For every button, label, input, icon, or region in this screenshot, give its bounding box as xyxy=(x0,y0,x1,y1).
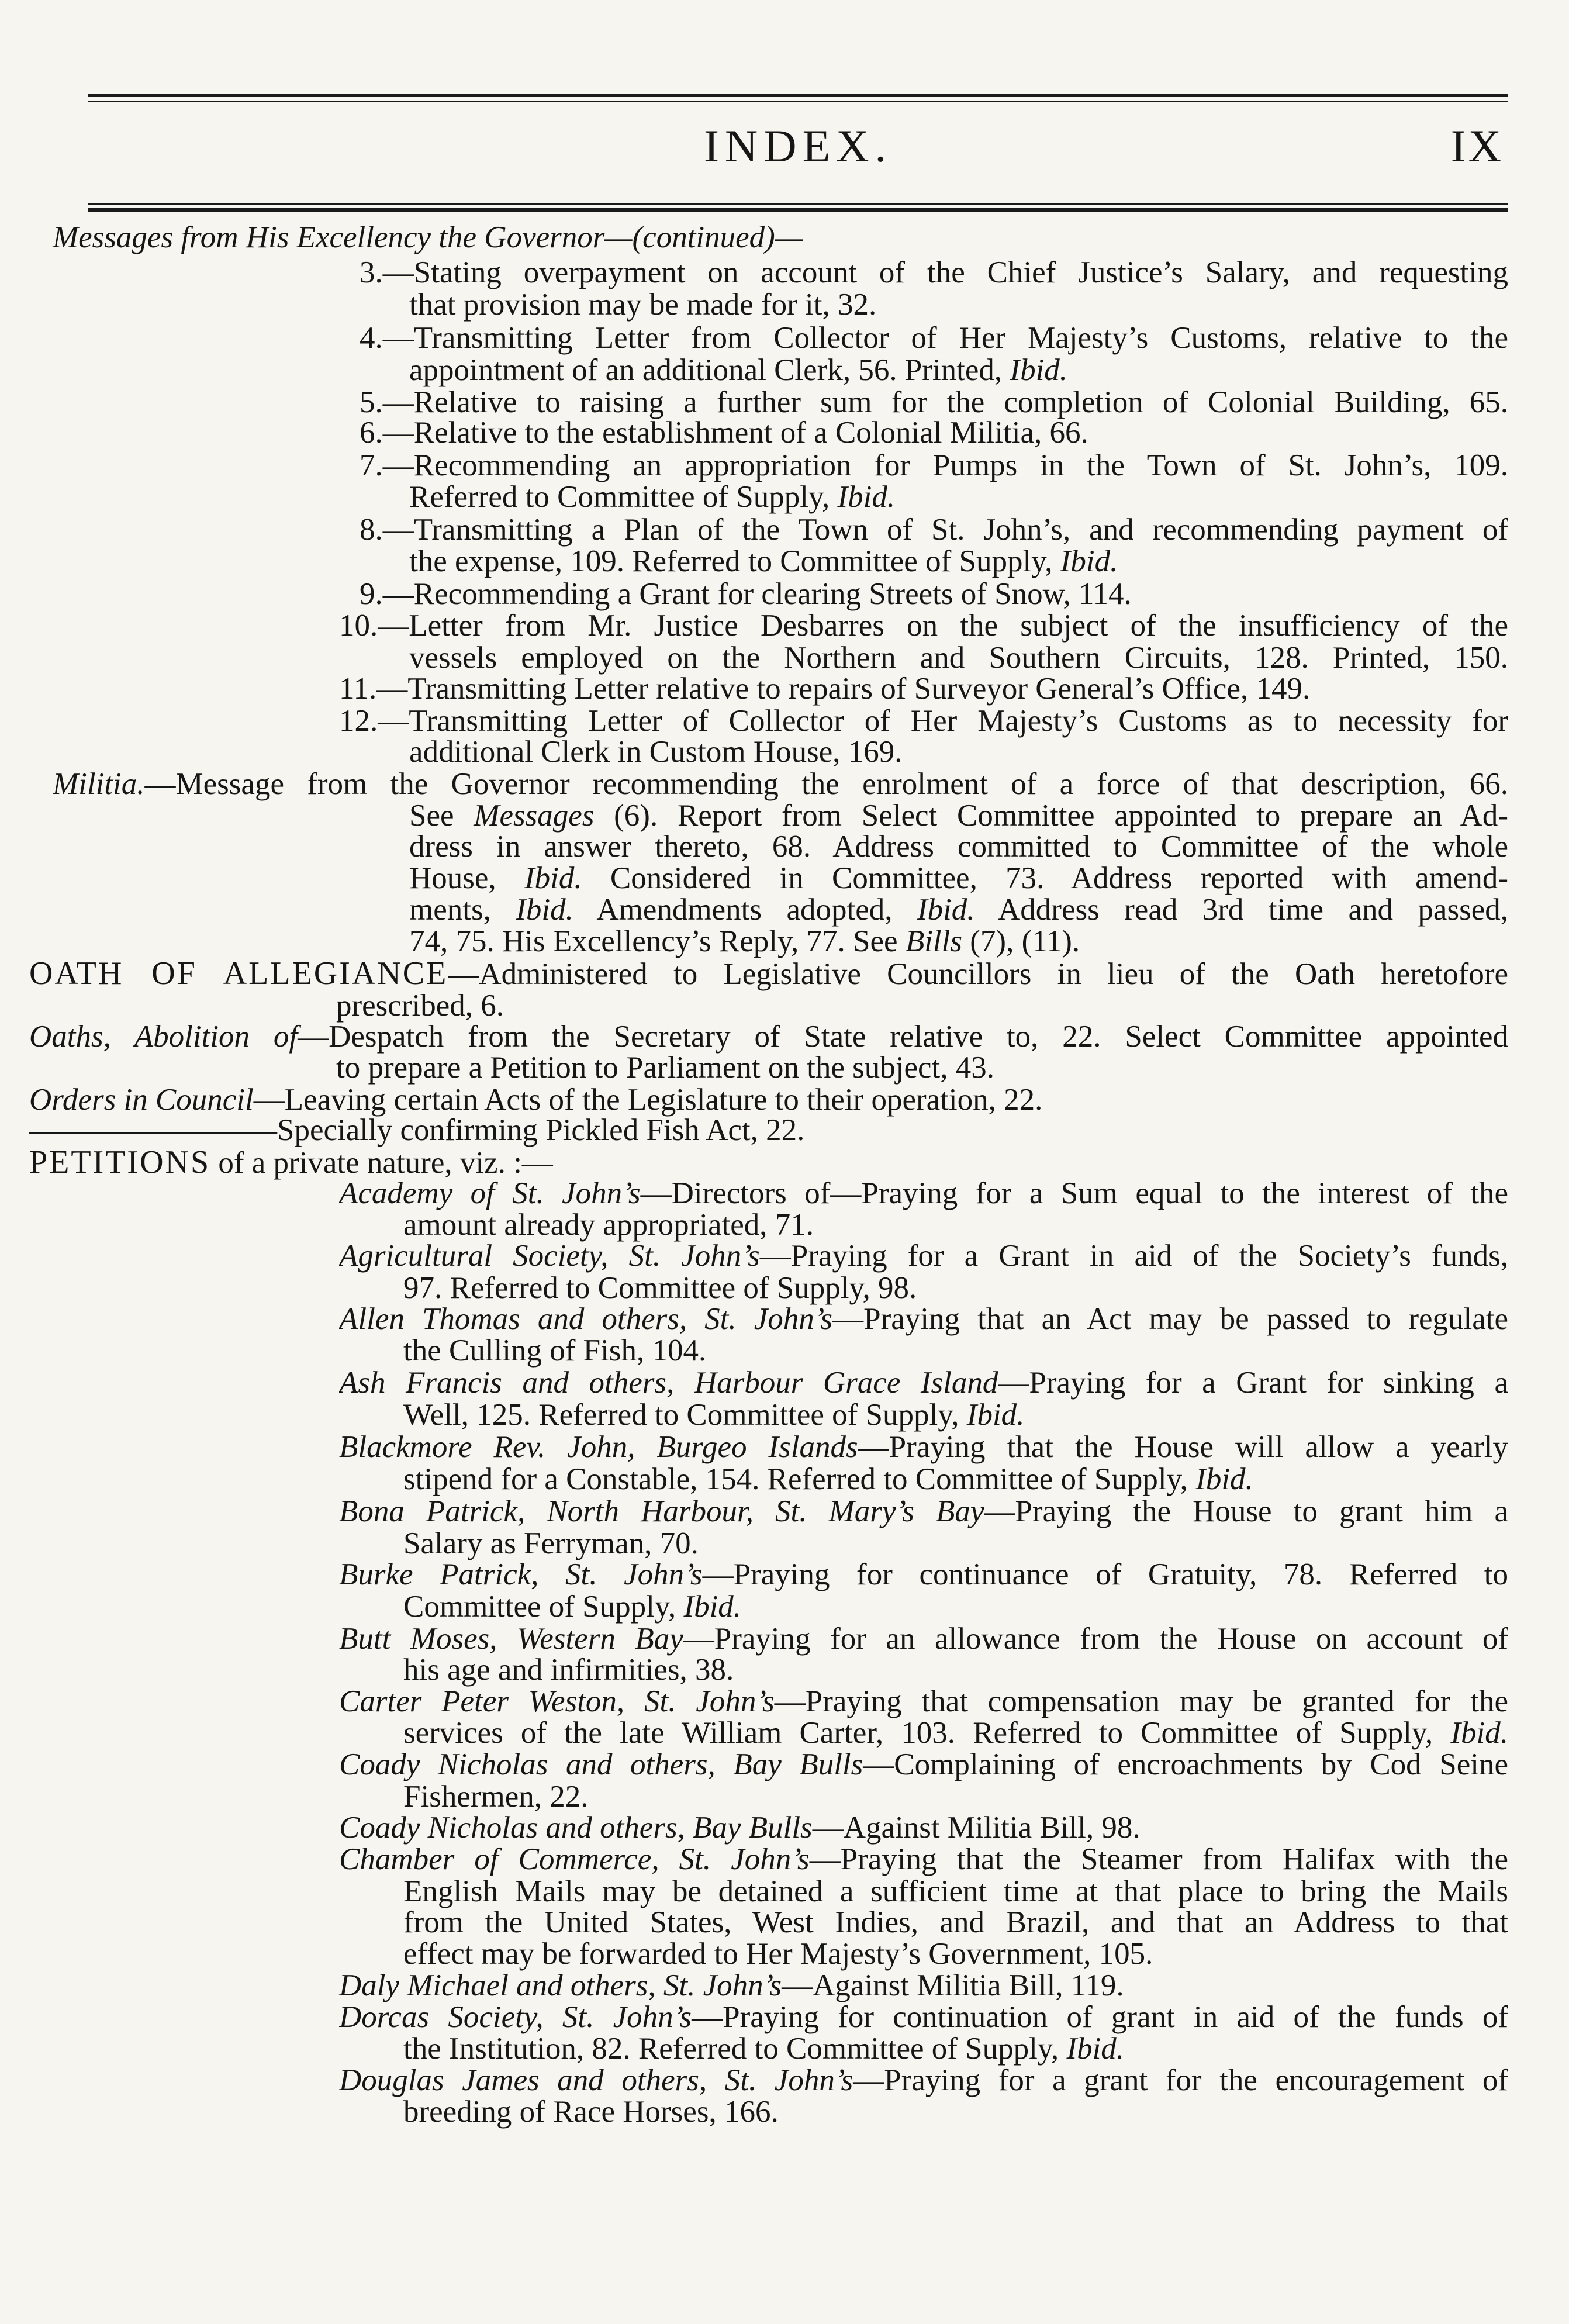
index-term: Ibid. xyxy=(683,1590,742,1624)
index-term: Bills xyxy=(905,924,963,958)
index-text: See xyxy=(409,799,474,833)
index-line xyxy=(339,1238,1508,1273)
index-text: —Praying that the House will allow a yearly xyxy=(858,1430,1508,1464)
index-text: —Administered to Legislative Councillors in lieu of the Oath heretofore xyxy=(448,957,1508,991)
index-text: to prepare a Petition to Parliament on the subject, 43. xyxy=(336,1051,994,1085)
index-line xyxy=(339,1429,1508,1465)
index-line xyxy=(360,415,1088,450)
index-line xyxy=(409,544,1118,579)
index-term: Carter Peter Weston, St. John’s xyxy=(339,1684,775,1718)
index-text: of a private nature, viz. :— xyxy=(210,1146,553,1180)
index-line xyxy=(53,220,803,255)
index-text: —Praying for continuation of grant in aid of the funds of xyxy=(692,2000,1508,2034)
index-text: additional Clerk in Custom House, 169. xyxy=(409,735,903,769)
running-header xyxy=(88,114,1508,178)
index-text: vessels employed on the Northern and Southern Circuits, 128. Printed, 150. xyxy=(409,641,1508,675)
index-term: Butt Moses, Western Bay xyxy=(339,1622,683,1656)
index-term: Messages xyxy=(474,799,595,833)
index-line xyxy=(403,2094,779,2129)
index-text: —Praying that the Steamer from Halifax with the xyxy=(809,1842,1508,1876)
index-line xyxy=(409,798,1508,833)
index-line xyxy=(403,1652,734,1687)
index-line xyxy=(339,1684,1508,1719)
index-text: Address read 3rd time and passed, xyxy=(974,893,1508,927)
top-double-rule-upper xyxy=(88,94,1508,97)
index-line xyxy=(339,608,1508,643)
index-line xyxy=(409,829,1508,864)
index-text: amount already appropriated, 71. xyxy=(403,1208,814,1242)
index-line xyxy=(360,385,1508,420)
index-term: Ibid. xyxy=(1066,2032,1125,2066)
index-text: OATH OF ALLEGIANCE xyxy=(29,956,448,991)
index-term: Ibid. xyxy=(1060,544,1118,578)
index-text: —Against Militia Bill, 98. xyxy=(812,1811,1141,1845)
index-term: Burke Patrick, St. John’s xyxy=(339,1558,703,1591)
index-text: the Culling of Fish, 104. xyxy=(403,1334,707,1368)
index-term: Ibid. xyxy=(966,1398,1025,1432)
index-text: (6). Report from Select Committee appointed to prepare an Ad- xyxy=(594,799,1508,833)
index-text: 8.—Transmitting a Plan of the Town of St. John’s, and recommending payment of xyxy=(360,513,1508,547)
index-line xyxy=(339,1968,1124,2003)
index-term: Ibid. xyxy=(524,861,582,895)
index-text: 12.—Transmitting Letter of Collector of Her Majesty’s Customs as to necessity for xyxy=(339,704,1508,738)
index-text: Amendments adopted, xyxy=(573,893,917,927)
index-text: services of the late William Carter, 103. Referred to Committee of Supply, xyxy=(403,1716,1451,1750)
index-text: House, xyxy=(409,861,524,895)
index-text: Salary as Ferryman, 70. xyxy=(403,1527,699,1560)
index-term: Orders in Council xyxy=(29,1083,254,1117)
index-term: Daly Michael and others, St. John’s xyxy=(339,1969,782,2002)
index-line xyxy=(409,479,895,514)
index-text: —Leaving certain Acts of the Legislature to their operation, 22. xyxy=(253,1083,1043,1117)
index-term: Dorcas Society, St. John’s xyxy=(339,2000,692,2034)
index-line xyxy=(403,1779,589,1814)
index-line xyxy=(339,1747,1508,1782)
index-text: 5.—Relative to raising a further sum for the completion of Colonial Building, 65. xyxy=(360,385,1508,419)
index-line xyxy=(29,1019,1508,1054)
index-line xyxy=(409,734,903,769)
index-text: —Praying for a Grant for sinking a xyxy=(998,1366,1508,1400)
index-text: 11.—Transmitting Letter relative to repairs of Surveyor General’s Office, 149. xyxy=(339,672,1311,706)
index-text: ments, xyxy=(409,893,516,927)
index-line xyxy=(29,1145,553,1180)
index-line xyxy=(409,924,1080,959)
index-line xyxy=(336,988,504,1023)
index-line xyxy=(339,1621,1508,1656)
index-text: breeding of Race Horses, 166. xyxy=(403,2095,779,2129)
index-text: the expense, 109. Referred to Committee of Supply, xyxy=(409,544,1060,578)
index-line xyxy=(403,1397,1024,1432)
index-line xyxy=(336,1050,994,1085)
index-line xyxy=(409,861,1508,896)
index-text: Considered in Committee, 73. Address reported with amend- xyxy=(582,861,1508,895)
index-text: the Institution, 82. Referred to Committee of Supply, xyxy=(403,2032,1067,2066)
index-line xyxy=(339,671,1310,706)
index-line xyxy=(403,1715,1508,1750)
page-number: IX xyxy=(1450,120,1504,171)
index-text: —Praying that an Act may be passed to regulate xyxy=(832,1302,1508,1336)
index-term: Messages from His Excellency the Governor—(continued)— xyxy=(53,220,803,254)
index-line xyxy=(403,1526,699,1561)
index-line xyxy=(360,512,1508,547)
index-text: appointment of an additional Clerk, 56. Printed, xyxy=(409,353,1010,387)
index-text: stipend for a Constable, 154. Referred to Committee of Supply, xyxy=(403,1462,1196,1496)
index-line xyxy=(409,640,1508,675)
index-term: Oaths, Abolition of xyxy=(29,1020,298,1054)
index-term: Coady Nicholas and others, Bay Bulls xyxy=(339,1811,813,1845)
index-line xyxy=(339,2000,1508,2035)
index-term: Ibid. xyxy=(837,480,896,514)
index-text: —Praying for a grant for the encouragement of xyxy=(853,2063,1508,2097)
index-line xyxy=(403,1207,814,1242)
index-term: Ibid. xyxy=(917,893,975,927)
index-term: Coady Nicholas and others, Bay Bulls xyxy=(339,1748,863,1781)
index-term: Allen Thomas and others, St. John’s xyxy=(339,1302,833,1336)
index-text: from the United States, West Indies, and Brazil, and that an Address to that xyxy=(403,1905,1508,1939)
index-term: Ibid. xyxy=(516,893,573,927)
index-line xyxy=(29,1082,1042,1117)
index-line xyxy=(339,703,1508,738)
index-line xyxy=(360,448,1508,483)
index-text: 6.—Relative to the establishment of a Colonial Militia, 66. xyxy=(360,416,1088,450)
index-line xyxy=(29,956,1508,991)
index-text: 7.—Recommending an appropriation for Pumps in the Town of St. John’s, 109. xyxy=(360,448,1508,482)
index-text: —Praying for continuance of Gratuity, 78. Referred to xyxy=(702,1558,1508,1591)
index-line xyxy=(403,1874,1508,1909)
index-line xyxy=(360,576,1132,612)
index-text: —Despatch from the Secretary of State relative to, 22. Select Committee appointed xyxy=(298,1020,1508,1054)
index-term: Agricultural Society, St. John’s xyxy=(339,1239,760,1273)
index-line xyxy=(403,1270,917,1306)
index-line xyxy=(339,1810,1141,1845)
index-text: —Message from the Governor recommending the enrolment of a force of that description, 66. xyxy=(144,767,1508,801)
index-line xyxy=(339,2063,1508,2098)
index-text: —Against Militia Bill, 119. xyxy=(782,1969,1124,2002)
index-line xyxy=(339,1176,1508,1211)
index-text: 9.—Recommending a Grant for clearing Streets of Snow, 114. xyxy=(360,577,1132,611)
index-text: effect may be forwarded to Her Majesty’s Government, 105. xyxy=(403,1937,1153,1971)
index-text: 10.—Letter from Mr. Justice Desbarres on the subject of the insufficiency of the xyxy=(339,609,1508,643)
index-line xyxy=(339,1494,1508,1529)
index-text: Fishermen, 22. xyxy=(403,1780,589,1814)
index-term: Blackmore Rev. John, Burgeo Islands xyxy=(339,1430,858,1464)
top-double-rule-lower xyxy=(88,101,1508,102)
index-line xyxy=(339,1557,1508,1592)
header-rule-lower xyxy=(88,208,1508,212)
index-text: 74, 75. His Excellency’s Reply, 77. See xyxy=(409,924,906,958)
index-line xyxy=(29,1113,804,1148)
index-text: 4.—Transmitting Letter from Collector of Her Majesty’s Customs, relative to the xyxy=(360,321,1508,355)
index-text: —Complaining of encroachments by Cod Seine xyxy=(863,1748,1508,1781)
index-line xyxy=(403,1333,706,1368)
index-line xyxy=(403,1905,1508,1940)
index-term: Ash Francis and others, Harbour Grace Island xyxy=(339,1366,998,1400)
index-text: PETITIONS xyxy=(29,1144,211,1180)
index-term: Militia. xyxy=(53,767,145,801)
index-term: Ibid. xyxy=(1195,1462,1253,1496)
index-line xyxy=(409,892,1508,927)
index-text: dress in answer thereto, 68. Address committed to Committee of the whole xyxy=(409,830,1508,864)
index-term: Bona Patrick, North Harbour, St. Mary’s Bay xyxy=(339,1494,984,1528)
index-term: Chamber of Commerce, St. John’s xyxy=(339,1842,810,1876)
index-text: —Directors of—Praying for a Sum equal to the interest of the xyxy=(640,1176,1508,1210)
index-text: English Mails may be detained a sufficient time at that place to bring the Mails xyxy=(403,1874,1508,1908)
index-term: Douglas James and others, St. John’s xyxy=(339,2063,853,2097)
page-title: INDEX. xyxy=(703,120,893,171)
index-text: (7), (11). xyxy=(962,924,1080,958)
index-line xyxy=(403,1589,741,1624)
index-term: Ibid. xyxy=(1450,1716,1508,1750)
index-text: Committee of Supply, xyxy=(403,1590,684,1624)
index-line xyxy=(409,287,876,322)
index-text: —Praying the House to grant him a xyxy=(984,1494,1508,1528)
index-text: 97. Referred to Committee of Supply, 98. xyxy=(403,1271,917,1305)
index-text: Well, 125. Referred to Committee of Supply, xyxy=(403,1398,967,1432)
index-line xyxy=(403,1936,1153,1971)
index-line xyxy=(403,1462,1253,1497)
index-line xyxy=(339,1842,1508,1877)
index-line xyxy=(409,353,1067,388)
index-term: Ibid. xyxy=(1010,353,1068,387)
index-text: prescribed, 6. xyxy=(336,989,504,1023)
index-line xyxy=(403,2031,1124,2066)
index-text: Referred to Committee of Supply, xyxy=(409,480,838,514)
index-text: 3.—Stating overpayment on account of the Chief Justice’s Salary, and requesting xyxy=(360,255,1508,289)
index-text: that provision may be made for it, 32. xyxy=(409,288,877,322)
index-text: —Praying that compensation may be granted for the xyxy=(774,1684,1508,1718)
index-text: ————————Specially confirming Pickled Fish Act, 22. xyxy=(29,1113,805,1147)
index-line xyxy=(360,255,1508,290)
header-rule-upper xyxy=(88,203,1508,205)
index-term: Academy of St. John’s xyxy=(339,1176,641,1210)
index-line xyxy=(339,1365,1508,1400)
index-text: —Praying for a Grant in aid of the Society’s funds, xyxy=(759,1239,1508,1273)
index-text: his age and infirmities, 38. xyxy=(403,1653,734,1687)
index-line xyxy=(53,766,1508,802)
index-text: —Praying for an allowance from the House on account of xyxy=(683,1622,1508,1656)
index-line xyxy=(339,1301,1508,1337)
index-line xyxy=(360,320,1508,355)
